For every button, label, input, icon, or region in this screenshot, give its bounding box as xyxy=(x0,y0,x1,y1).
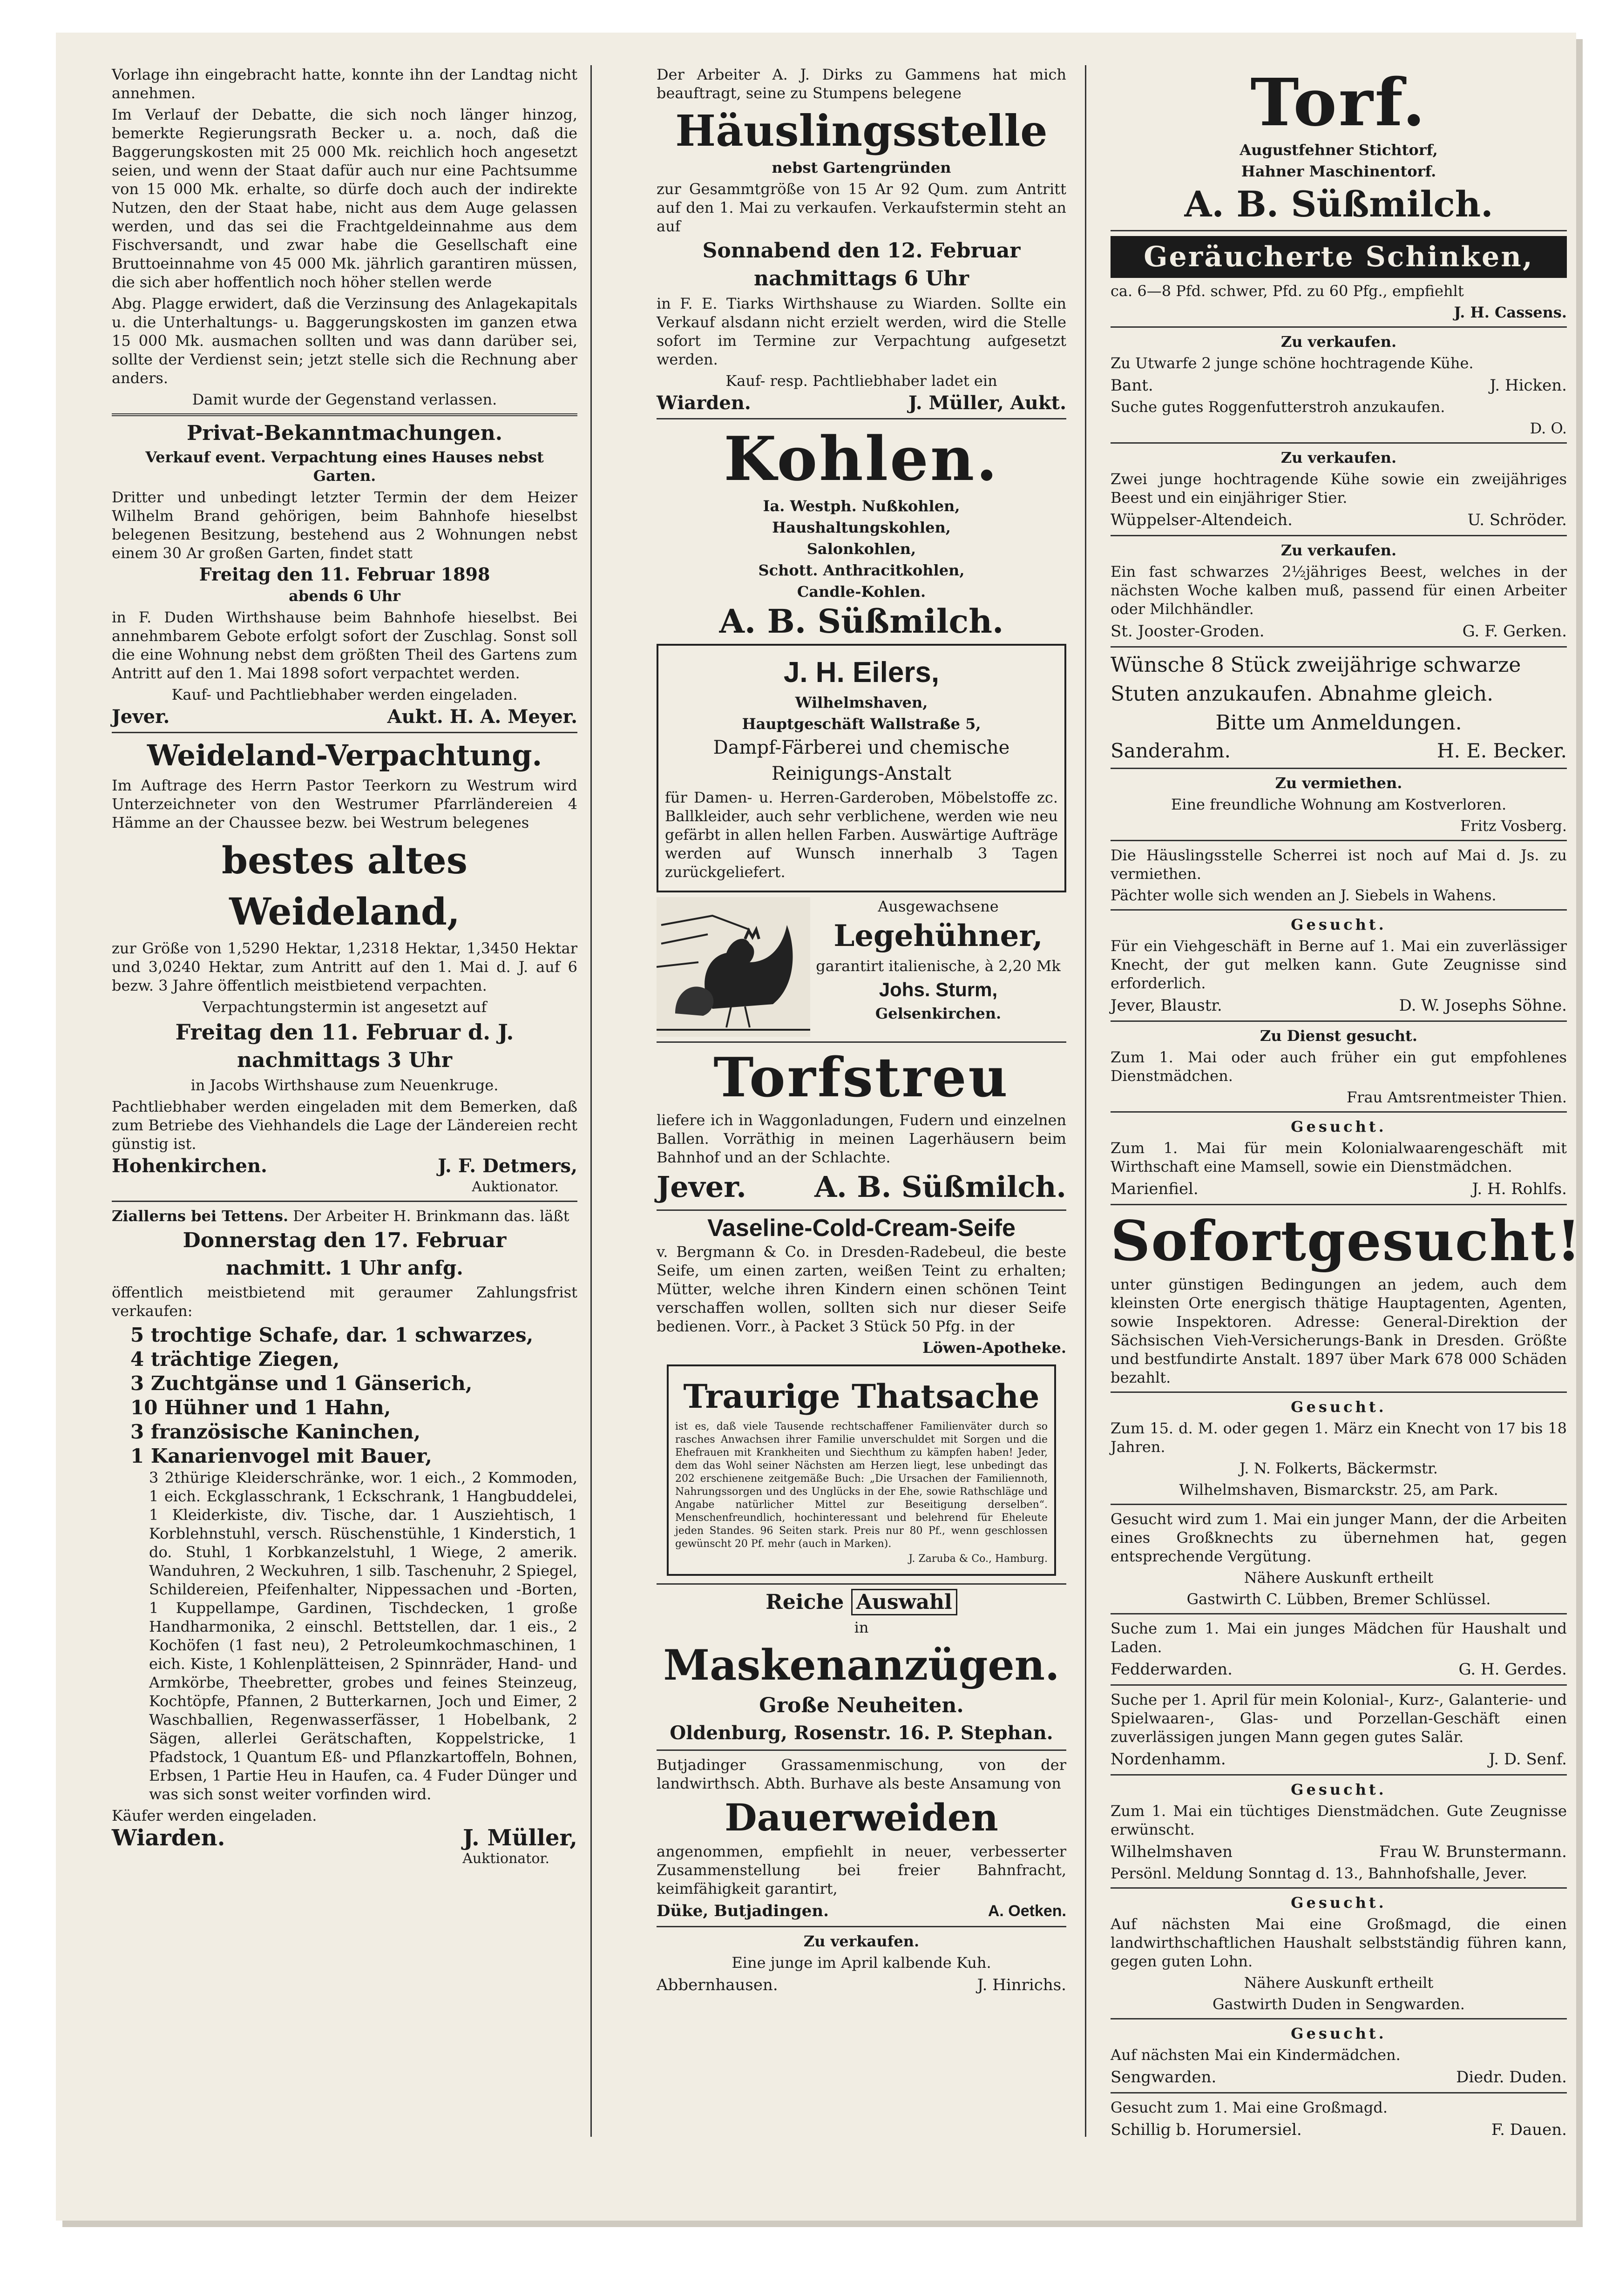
ad-headline: Gesucht. xyxy=(1291,1894,1387,1911)
ad-text: Auf nächsten Mai eine Großmagd, die einen landwirthschaftlichen Haushalt selbstständig führen kann, gegen guten Lohn. xyxy=(1111,1915,1567,1970)
ad-text: Zum 1. Mai ein tüchtiges Dienstmädchen. Gute Zeugnisse erwünscht. xyxy=(1111,1802,1567,1838)
ad-cow-sale xyxy=(657,1932,1066,1995)
ad-text: 3 2thürige Kleiderschränke, wor. 1 eich., 2 Kommoden, 1 eich. Eckglasschrank, 1 Eckschrank, 1 Hangbuddelei, 1 Kleiderkiste, div. Tische, dar. 1 Ausziehtisch, 1 Korblehnstuhl, versch. Rüschenstühle, 1 Kinderstich, 1 do. Stuhl, 1 Korbkanzelstuhl, 1 Wiege, 2 amerik. Wanduhren, 2 Weckuhren, 1 silb. Taschenuhr, 2 Spiegel, Schildereien, Pfeifenhalter, Nippessachen und -Borten, 1 Kuppellampe, Gardinen, Tischdecken, 1 große Handharmonika, 2 einschl. Bettstellen, dar. 1 eis., 2 Kochöfen (1 fast neu), 2 Petroleumkochmaschinen, 1 eich. Kiste, 1 Kohlenplätteisen, 2 Spinnräder, Hand- und Armkörbe, Theebretter, grobes und feines Steinzeug, Kochtöpfe, Pfannen, 2 Butterkarnen, Joch und Eimer, 2 Waschballien, Regenwasserfässer, 1 Hobelbank, 2 Sägen, allerlei Gerätschaften, Koppelstricke, 1 Pfadstock, 1 Quantum Eß- und Pflanzkartoffeln, Bohnen, Erbsen, 1 Partie Heu in Haufen, ca. 4 Fuder Dünger und was sich sonst weiter vorfinden wird. xyxy=(149,1469,577,1803)
signature-place: St. Jooster-Groden. xyxy=(1111,622,1265,641)
ad-title: Kohlen. xyxy=(724,423,999,494)
ad-title: Häuslingsstelle xyxy=(675,106,1048,156)
ad-address: Hauptgeschäft Wallstraße 5, xyxy=(742,715,981,733)
rooster-illustration xyxy=(657,897,810,1037)
ad-date: Freitag den 11. Februar d. J. xyxy=(175,1020,514,1045)
ad-young-man xyxy=(1111,1510,1567,1608)
ad-time: nachmittags 6 Uhr xyxy=(753,267,969,290)
signature-name: H. E. Becker. xyxy=(1436,739,1567,762)
signature-place: Fedderwarden. xyxy=(1111,1660,1233,1679)
ad-shop-girl xyxy=(1111,1619,1567,1680)
ad-text: Nähere Auskunft ertheilt xyxy=(1244,1974,1434,1992)
divider xyxy=(657,1041,1066,1043)
ad-signature xyxy=(1111,375,1567,396)
column-rule-left xyxy=(590,65,592,2137)
signature-place: Schillig b. Horumersiel. xyxy=(1111,2120,1302,2139)
signature-name: J. Hicken. xyxy=(1490,376,1567,395)
ad-headline: Zu verkaufen. xyxy=(1280,333,1397,351)
ad-text: in F. E. Tiarks Wirthshause zu Wiarden. Sollte ein Verkauf alsdann nicht erzielt werden, wird die Stelle sofort im Termine zur Verpachtung aufgesetzt werden. xyxy=(657,295,1066,368)
ad-signature xyxy=(657,1169,1066,1205)
divider xyxy=(1111,1613,1567,1614)
ad-farmhand-berne xyxy=(1111,915,1567,1016)
ad-title: Torfstreu xyxy=(713,1046,1009,1109)
ad-text: Zum 1. Mai für mein Kolonialwaarengeschäft mit Wirthschaft eine Mamsell, sowie ein Dienstmädchen. xyxy=(1111,1139,1567,1175)
divider xyxy=(1111,1111,1567,1113)
ad-house-sale xyxy=(112,448,577,727)
ad-signature: Oldenburg, Rosenstr. 16. P. Stephan. xyxy=(670,1722,1053,1744)
signature-name: Diedr. Duden. xyxy=(1456,2068,1567,2087)
ad-cows-schroeder xyxy=(1111,448,1567,530)
signature-place: Nordenhamm. xyxy=(1111,1750,1226,1769)
ad-text: Dritter und unbedingt letzter Termin der dem Heizer Wilhelm Brand gehörigen, beim Bahnhofe hieselbst belegenen Besitzung, bestehend aus 2 Wohnungen nebst einem 30 Ar großen Garten, findet statt xyxy=(112,488,577,562)
ad-date: Freitag den 11. Februar 1898 xyxy=(199,564,490,585)
ad-signature xyxy=(1111,1659,1567,1680)
list-item: 1 Kanarienvogel mit Bauer, xyxy=(130,1445,432,1467)
ad-headline: Gesucht. xyxy=(1291,1398,1387,1416)
signature-name: J. D. Senf. xyxy=(1489,1750,1567,1769)
divider xyxy=(1111,326,1567,328)
ad-text: Pachtliebhaber werden eingeladen mit dem Bemerken, daß zum Betriebe des Viehhandels die Lage der Ländereien recht günstig ist. xyxy=(112,1098,577,1153)
ad-signature xyxy=(1111,739,1567,763)
ad-headline: Zu verkaufen. xyxy=(1280,541,1397,559)
divider xyxy=(657,1926,1066,1927)
ad-text: Butjadinger Grassamenmischung, von der landwirthsch. Abth. Burhave als beste Ansamung von xyxy=(657,1756,1066,1792)
ad-costumes xyxy=(657,1589,1066,1745)
divider xyxy=(657,1209,1066,1211)
debate-paragraph: Abg. Plagge erwidert, daß die Verzinsung des Anlagekapitals u. die Unterhaltungs- u. Baggerungskosten im ganzen etwa 15 000 Mk. ausmachen sollten und was dann darüber sei, sollte der Verdienst sein; jetzt stelle sich die Rechnung aber anders. xyxy=(112,295,577,387)
ad-text: Die Häuslingsstelle Scherrei ist noch auf Mai d. Js. zu vermiethen. xyxy=(1111,846,1567,883)
signature-place: Düke, Butjadingen. xyxy=(657,1902,829,1920)
ad-insurance-agents xyxy=(1111,1209,1582,1387)
ad-signature xyxy=(1111,1179,1567,1199)
ad-signature xyxy=(1111,621,1567,642)
divider xyxy=(1111,909,1567,911)
column-2 xyxy=(657,65,1066,1997)
ad-signature: Frau Amtsrentmeister Thien. xyxy=(1347,1088,1567,1106)
ad-subtitle: Hahner Maschinentorf. xyxy=(1241,162,1436,180)
ad-title: J. H. Eilers, xyxy=(783,656,940,689)
ad-text: Zwei junge hochtragende Kühe sowie ein zweijähriges Beest und ein einjähriger Stier. xyxy=(1111,470,1567,506)
ad-headline: Gesucht. xyxy=(1291,2025,1387,2042)
ad-text: Stuten anzukaufen. Abnahme gleich. xyxy=(1111,682,1494,706)
signature-name: Aukt. H. A. Meyer. xyxy=(387,706,577,728)
ad-signature: Fritz Vosberg. xyxy=(1460,817,1567,835)
divider xyxy=(657,418,1066,419)
ad-text: Für ein Viehgeschäft in Berne auf 1. Mai ein zuverlässiger Knecht, der gut melken kann. Gute Zeugnisse sind erforderlich. xyxy=(1111,937,1567,992)
ad-headline: Zu Dienst gesucht. xyxy=(1260,1027,1417,1045)
ad-subtitle: Dampf-Färberei und chemische xyxy=(713,737,1010,758)
signature-name: F. Dauen. xyxy=(1491,2120,1567,2139)
debate-paragraph: Damit wurde der Gegenstand verlassen. xyxy=(192,391,497,408)
ad-signature xyxy=(1111,995,1567,1016)
signature-name: D. W. Josephs Söhne. xyxy=(1399,996,1567,1015)
signature-place: Marienfiel. xyxy=(1111,1180,1199,1198)
divider xyxy=(1111,1887,1567,1889)
signature-place: Bant. xyxy=(1111,376,1153,395)
signature-place: Hohenkirchen. xyxy=(112,1155,267,1177)
ad-text: Gesucht zum 1. Mai eine Großmagd. xyxy=(1111,2099,1388,2116)
ad-text: unter günstigen Bedingungen an jedem, auch dem kleinsten Orte energisch thätige Hauptagenten, Agenten, sowie Inspektoren. Adresse: General-Direktion der Sächsischen Vieh-Versicherungs-Bank in Dresden. Größte und bestfundirte Anstalt. 1897 über Mark 678 000 Schäden bezahlt. xyxy=(1111,1276,1567,1386)
list-item: 4 trächtige Ziegen, xyxy=(130,1348,340,1371)
ad-date: Donnerstag den 17. Februar xyxy=(183,1229,507,1252)
ad-text: Kauf- resp. Pachtliebhaber ladet ein xyxy=(725,372,997,390)
divider xyxy=(1111,1391,1567,1393)
signature-name: J. Müller, xyxy=(463,1825,577,1851)
column-1 xyxy=(112,65,577,1871)
ad-signature xyxy=(1111,1842,1567,1862)
ad-headline: Gesucht. xyxy=(1291,1118,1387,1135)
ad-headline: Zu vermiethen. xyxy=(1275,774,1402,792)
signature-place: Jever. xyxy=(112,706,170,728)
ad-soap xyxy=(657,1216,1066,1357)
ad-laying-hens xyxy=(657,897,1066,1037)
signature-place: Sengwarden. xyxy=(1111,2068,1217,2087)
ad-maid-thien xyxy=(1111,1026,1567,1107)
signature-place: Jever, Blaustr. xyxy=(1111,996,1222,1015)
ad-signature: A. B. Süßmilch. xyxy=(719,602,1004,641)
ad-city: Gelsenkirchen. xyxy=(875,1005,1002,1022)
ad-signature: Löwen-Apotheke. xyxy=(922,1339,1066,1357)
ad-text: garantirt italienische, à 2,20 Mk xyxy=(816,957,1061,975)
list-item: 5 trochtige Schafe, dar. 1 schwarzes, xyxy=(130,1324,534,1346)
signature-place: Wiarden. xyxy=(657,392,751,414)
signature-name: J. Müller, Aukt. xyxy=(908,392,1066,414)
signature-place: Wilhelmshaven xyxy=(1111,1843,1233,1861)
ad-title: Legehühner, xyxy=(833,918,1043,953)
ad-signature: Gastwirth C. Lübben, Bremer Schlüssel. xyxy=(1186,1590,1491,1608)
ad-text: in F. Duden Wirthshause beim Bahnhofe hieselbst. Bei annehmbarem Gebote erfolgt sofort der Zuschlag. Sonst soll die eine Wohnung nebst dem größten Theil des Gartens zum Antritt auf den 1. Mai 1898 sofort verpachtet werden. xyxy=(112,608,577,682)
divider xyxy=(1111,646,1567,648)
ad-signature xyxy=(1111,1749,1567,1769)
ad-city: Wilhelmshaven, xyxy=(795,694,928,711)
ad-text: v. Bergmann & Co. in Dresden-Radebeul, die beste Seife, um einen zarten, weißen Teint zu erhalten; Mütter, welche ihren Kindern einen schönen Teint verschaffen wollen, sollten sich nur dieser Seife bedienen. Vorr., à Packet 3 Stück 50 Pfg. in der xyxy=(657,1243,1066,1335)
ad-signature xyxy=(112,1156,577,1176)
ad-signature xyxy=(657,393,1066,413)
ad-text: Der Arbeiter H. Brinkmann das. läßt xyxy=(293,1207,569,1225)
ad-cottage-sale xyxy=(657,65,1066,413)
ad-headline: Zu verkaufen. xyxy=(1280,449,1397,466)
ad-title: Maskenanzügen. xyxy=(663,1641,1060,1690)
ad-mamsell xyxy=(1111,1117,1567,1199)
ad-date: Sonnabend den 12. Februar xyxy=(702,239,1021,263)
divider xyxy=(657,1749,1066,1751)
ad-auction-livestock xyxy=(112,1207,577,1868)
ad-nanny xyxy=(1111,2024,1567,2087)
ad-time: nachmitt. 1 Uhr anfg. xyxy=(226,1256,463,1279)
ad-title: Torf. xyxy=(1250,65,1427,141)
ad-farm-maid xyxy=(1111,1893,1567,2013)
list-item: Ia. Westph. Nußkohlen, xyxy=(763,497,960,515)
ad-cottage-rent xyxy=(1111,846,1567,905)
ad-time: abends 6 Uhr xyxy=(289,587,400,605)
signature-place: Wüppelser-Altendeich. xyxy=(1111,511,1293,529)
ad-farmhand-folkerts xyxy=(1111,1398,1567,1499)
signature-place: Sanderahm. xyxy=(1111,739,1231,762)
ad-text: Eine freundliche Wohnung am Kostverloren. xyxy=(1171,796,1507,813)
divider xyxy=(112,1201,577,1202)
list-item: 10 Hühner und 1 Hahn, xyxy=(130,1396,391,1419)
ad-text: Pächter wolle sich wenden an J. Siebels in Wahens. xyxy=(1111,886,1497,904)
ad-maid-dauen xyxy=(1111,2098,1567,2140)
ad-signature: Johs. Sturm, xyxy=(879,979,998,1000)
ad-text: zur Größe von 1,5290 Hektar, 1,2318 Hektar, 1,3450 Hektar und 3,0240 Hektar, zum Antritt auf den 1. Mai d. J. auf 6 bezw. 3 Jahre öffentlich meistbietend verpachten. xyxy=(112,939,577,994)
divider xyxy=(1111,230,1567,231)
divider xyxy=(1111,1684,1567,1686)
ad-coal xyxy=(657,424,1066,639)
divider xyxy=(112,732,577,733)
signature-name: U. Schröder. xyxy=(1467,511,1567,529)
ad-signature xyxy=(657,1901,1066,1921)
ad-title: Geräucherte Schinken, xyxy=(1144,241,1534,273)
ad-text: Bitte um Anmeldungen. xyxy=(1215,711,1462,735)
ad-grass-seed xyxy=(657,1756,1066,1921)
signature-name: A. Oetken. xyxy=(988,1902,1066,1920)
ad-title: Weideland-Verpachtung. xyxy=(147,738,542,772)
ad-title: Dauerweiden xyxy=(725,1796,998,1839)
signature-name: J. H. Rohlfs. xyxy=(1472,1180,1567,1198)
ad-text: Im Auftrage des Herrn Pastor Teerkorn zu Westrum wird Unterzeichneter von den Westrumer Pfarrländereien 4 Hämme an der Chaussee bezw. bei Westrum belegenes xyxy=(112,777,577,831)
ad-text: Verpachtungstermin ist angesetzt auf xyxy=(202,998,487,1016)
ad-subtitle: Augustfehner Stichtorf, xyxy=(1240,141,1438,159)
ad-text: Suche zum 1. Mai ein junges Mädchen für Haushalt und Laden. xyxy=(1111,1620,1567,1656)
ad-text: für Damen- u. Herren-Garderoben, Möbelstoffe zc. Ballkleider, auch sehr verblichene, werden wie neu gefärbt in allen hellen Farben. Auswärtige Aufträge werden auf Wunsch innerhalb 3 Tagen zurückgeliefert. xyxy=(665,789,1058,881)
ad-cows-utwarfe xyxy=(1111,332,1567,438)
divider xyxy=(657,1583,1066,1585)
ad-signature xyxy=(1111,2067,1567,2087)
debate-paragraph: Vorlage ihn eingebracht hatte, konnte ihn der Landtag nicht annehmen. xyxy=(112,66,577,102)
ad-subtitle: nebst Gartengründen xyxy=(772,159,951,176)
ad-text: Zu Utwarfe 2 junge schöne hochtragende Kühe. xyxy=(1111,354,1474,372)
column-3 xyxy=(1111,65,1582,2142)
ad-signature: J. H. Cassens. xyxy=(1454,304,1567,321)
signature-place: Jever. xyxy=(657,1170,746,1204)
ad-text: zur Gesammtgröße von 15 Ar 92 Qum. zum Antritt auf den 1. Mai zu verkaufen. Verkaufstermin steht an auf xyxy=(657,180,1066,235)
ad-address: Wilhelmshaven, Bismarckstr. 25, am Park. xyxy=(1179,1481,1498,1499)
ad-text: Gesucht wird zum 1. Mai ein junger Mann, der die Arbeiten eines Großknechts zu übernehmen hat, gegen entsprechende Vergütung. xyxy=(1111,1510,1567,1565)
ad-place: Ziallerns bei Tettens. xyxy=(112,1207,289,1225)
ad-pretitle: Reiche xyxy=(765,1590,844,1614)
divider xyxy=(1111,442,1567,444)
ad-text: öffentlich meistbietend mit geraumer Zahlungsfrist verkaufen: xyxy=(112,1283,577,1320)
ad-signature xyxy=(657,1975,1066,1995)
ad-signature: D. O. xyxy=(1530,419,1567,437)
auction-item-list xyxy=(112,1323,577,1468)
ad-headline: Zu verkaufen. xyxy=(803,1932,920,1950)
ad-headline: Verkauf event. Verpachtung eines Hauses nebst Garten. xyxy=(145,448,544,485)
divider xyxy=(1111,2018,1567,2019)
signature-name: G. F. Gerken. xyxy=(1462,622,1567,641)
list-item: Schott. Anthracitkohlen, xyxy=(758,561,965,579)
debate-report xyxy=(112,65,577,409)
ad-ham xyxy=(1111,236,1567,322)
section-title: Privat-Bekanntmachungen. xyxy=(186,421,503,445)
list-item: 3 französische Kaninchen, xyxy=(130,1420,421,1443)
column-rule-right xyxy=(1085,65,1086,2137)
ad-headline: bestes altes Weideland, xyxy=(222,838,467,933)
ad-signature xyxy=(1111,2120,1567,2140)
divider xyxy=(1111,768,1567,769)
ad-peat-litter xyxy=(657,1047,1066,1205)
signature-name: G. H. Gerdes. xyxy=(1458,1660,1567,1679)
ad-heifer xyxy=(1111,541,1567,642)
ad-text: Zum 15. d. M. oder gegen 1. März ein Knecht von 17 bis 18 Jahren. xyxy=(1111,1419,1567,1456)
divider xyxy=(1111,840,1567,841)
signature-name: A. B. Süßmilch. xyxy=(814,1170,1066,1204)
ad-title: Vaseline-Cold-Cream-Seife xyxy=(707,1215,1016,1242)
divider xyxy=(1111,1774,1567,1776)
ad-text: Zum 1. Mai oder auch früher ein gut empfohlenes Dienstmädchen. xyxy=(1111,1048,1567,1085)
list-item: Salonkohlen, xyxy=(806,540,916,558)
ad-text: Nähere Auskunft ertheilt xyxy=(1244,1569,1434,1587)
list-item: Candle-Kohlen. xyxy=(797,583,926,601)
ad-time: nachmittags 3 Uhr xyxy=(237,1048,453,1072)
divider xyxy=(1111,535,1567,536)
ad-text: Suche per 1. April für mein Kolonial-, Kurz-, Galanterie- und Spielwaaren-, Glas- und Porzellan-Geschäft einen zuverlässigen jungen Mann gegen gutes Salär. xyxy=(1111,1691,1567,1746)
ad-subtitle: Reinigungs-Anstalt xyxy=(772,763,951,784)
ad-pasture-lease xyxy=(112,738,577,1196)
divider xyxy=(1111,1504,1567,1505)
signature-place: Wiarden. xyxy=(112,1825,225,1851)
divider xyxy=(112,413,577,416)
ad-text: Käufer werden eingeladen. xyxy=(112,1807,317,1824)
ad-headline: Gesucht. xyxy=(1291,1781,1387,1798)
ad-pretitle: Ausgewachsene xyxy=(878,898,999,915)
ad-flat-rent xyxy=(1111,774,1567,835)
banner-flag-icon xyxy=(1118,252,1137,266)
divider xyxy=(1111,1020,1567,1022)
ad-signature: J. Zaruba & Co., Hamburg. xyxy=(908,1553,1048,1565)
signature-title: Auktionator. xyxy=(472,1179,559,1195)
ad-dye-works xyxy=(657,644,1066,892)
ad-text: Wünsche 8 Stück zweijährige schwarze xyxy=(1111,653,1521,677)
list-item: Haushaltungskohlen, xyxy=(772,519,951,536)
ad-text: in Jacobs Wirthshause zum Neuenkruge. xyxy=(190,1076,499,1094)
ad-text: Auf nächsten Mai ein Kindermädchen. xyxy=(1111,2046,1401,2064)
ad-signature xyxy=(112,707,577,727)
ad-book xyxy=(667,1364,1056,1576)
ad-mares xyxy=(1111,652,1567,763)
ad-signature xyxy=(112,1825,577,1851)
signature-name: J. F. Detmers, xyxy=(438,1155,577,1177)
ad-signature xyxy=(1111,510,1567,530)
ad-text: Ein fast schwarzes 2½jähriges Beest, welches in der nächsten Woche kalben muß, passend für einen Arbeiter oder Milchhändler. xyxy=(1111,563,1567,618)
debate-paragraph: Im Verlauf der Debatte, die sich noch länger hinzog, bemerkte Regierungsrath Becker u. a. noch, daß die Baggerungskosten mit 25 000 Mk. reichlich hoch angesetzt seien, und wenn der Staat dafür auch nur eine Pachtsumme von 15 000 Mk. erhalte, so dürfe doch auch der indirekte Nutzen, den der Staat habe, nicht aus dem Auge gelassen werden, und das sei die Frachtgeldeinnahme aus dem Fischversandt, und zwar habe die Gesellschaft eine Bruttoeinnahme von 45 000 Mk. jährlich garantiren müssen, die sich aber hoffentlich noch höher stellen werde xyxy=(112,106,577,291)
ad-text: Suche gutes Roggenfutterstroh anzukaufen. xyxy=(1111,398,1445,416)
banner-flag-icon xyxy=(1540,252,1559,266)
ad-text: Der Arbeiter A. J. Dirks zu Gammens hat mich beauftragt, seine zu Stumpens belegene xyxy=(657,66,1066,102)
ad-signature: J. N. Folkerts, Bäckermstr. xyxy=(1240,1459,1438,1477)
ad-text: Eine junge im April kalbende Kuh. xyxy=(732,1954,991,1972)
ad-text: angenommen, empfiehlt in neuer, verbesserter Zusammenstellung bei freier Bahnfracht, keimfähigkeit garantirt, xyxy=(657,1843,1066,1898)
ad-signature: Gastwirth Duden in Sengwarden. xyxy=(1213,1995,1465,2013)
ad-title: Traurige Thatsache xyxy=(683,1377,1040,1416)
signature-name: Frau W. Brunstermann. xyxy=(1379,1843,1567,1861)
signature-title: Auktionator. xyxy=(462,1850,549,1867)
ad-text: ist es, daß viele Tausende rechtschaffener Familienväter durch so rasches Anwachsen ihrer Familie unverschuldet mit Sorgen und die Ehefrauen mit Krankheiten und Siechthum zu kämpfen haben! Jeder, dem das Wohl seiner Nächsten am Herzen liegt, lese unbedingt das 202 erschienene zeitgemäße Buch: „Die Ursachen der Familiennoth, Nahrungssorgen und des Unglücks in der Ehe, sowie Rathschläge und Angabe natürlicher Mittel zur Beseitigung derselben“. Menschenfreundlich, hochinteressant und belehrend für Eheleute jeden Standes. 96 Seiten stark. Preis nur 80 Pf., wenn geschlossen gewünscht 20 Pf. mehr (auch in Marken). xyxy=(675,1421,1048,1550)
ad-maid-brunstermann xyxy=(1111,1780,1567,1883)
ad-headline: Gesucht. xyxy=(1291,916,1387,933)
divider xyxy=(1111,1204,1567,1205)
list-item: 3 Zuchtgänse und 1 Gänserich, xyxy=(130,1372,473,1395)
ad-text: Kauf- und Pachtliebhaber werden eingeladen. xyxy=(171,686,518,703)
signature-name: J. Hinrichs. xyxy=(977,1976,1066,1994)
ad-title: Sofortgesucht! xyxy=(1111,1209,1582,1273)
ad-peat xyxy=(1111,65,1567,225)
ad-shop-assistant xyxy=(1111,1690,1567,1769)
divider xyxy=(1111,2092,1567,2093)
ad-text: liefere ich in Waggonladungen, Fudern und einzelnen Ballen. Vorräthig in meinen Lagerhäusern beim Bahnhof und an der Schlachte. xyxy=(657,1111,1066,1166)
signature-place: Abbernhausen. xyxy=(657,1976,778,1994)
ad-text: Persönl. Meldung Sonntag d. 13., Bahnhofshalle, Jever. xyxy=(1111,1864,1527,1882)
ad-text: ca. 6—8 Pfd. schwer, Pfd. zu 60 Pfg., empfiehlt xyxy=(1111,282,1464,300)
ad-text: in xyxy=(854,1619,869,1636)
ad-pretitle: Auswahl xyxy=(851,1589,957,1615)
ad-signature: A. B. Süßmilch. xyxy=(1184,183,1493,225)
ad-subtitle: Große Neuheiten. xyxy=(759,1694,964,1717)
